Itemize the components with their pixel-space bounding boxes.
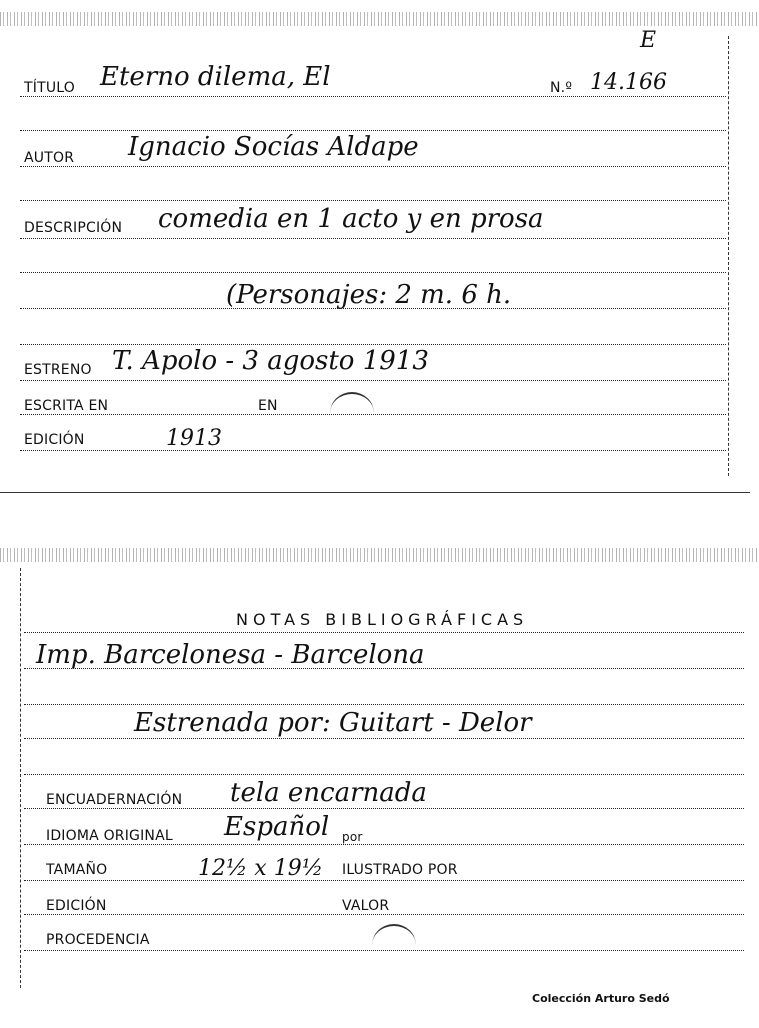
rule-8	[20, 344, 726, 345]
rule-9	[20, 380, 726, 381]
idioma-suffix: por	[342, 830, 363, 844]
encuadernacion-value: tela encarnada	[230, 778, 427, 808]
rule-4	[20, 200, 726, 201]
numero-value: 14.166	[590, 70, 667, 95]
numero-label: N.º	[550, 80, 573, 96]
corner-mark: E	[640, 28, 657, 53]
bottom-card-left-border	[20, 568, 22, 988]
autor-value: Ignacio Socías Aldape	[128, 132, 419, 162]
titulo-label: TÍTULO	[24, 80, 75, 96]
card-separator	[0, 492, 750, 493]
stamp-mark-2	[372, 924, 416, 966]
tamano-value: 12½ x 19½	[198, 856, 324, 881]
descripcion-value-2: (Personajes: 2 m. 6 h.	[226, 280, 512, 310]
rule-b8	[24, 880, 744, 881]
tamano-label: TAMAÑO	[46, 862, 108, 878]
rule-b5	[24, 774, 744, 775]
idioma-value: Español	[224, 812, 330, 842]
descripcion-label: DESCRIPCIÓN	[24, 220, 123, 236]
encuadernacion-label: ENCUADERNACIÓN	[46, 792, 183, 808]
bottom-card	[0, 540, 759, 1028]
rule-3	[20, 166, 726, 167]
bottom-card-edge-texture	[0, 548, 759, 562]
edicion-label: EDICIÓN	[24, 432, 85, 448]
rule-b4	[24, 738, 744, 739]
procedencia-label: PROCEDENCIA	[46, 932, 150, 948]
rule-11	[20, 450, 726, 451]
stamp-mark	[330, 392, 374, 434]
estreno-label: ESTRENO	[24, 362, 92, 378]
top-card	[0, 0, 759, 492]
edicion-b-label: EDICIÓN	[46, 898, 107, 914]
notas-heading: NOTAS BIBLIOGRÁFICAS	[236, 610, 529, 629]
rule-1	[20, 96, 726, 97]
idioma-label: IDIOMA ORIGINAL	[46, 828, 173, 844]
coleccion-credit: Colección Arturo Sedó	[532, 992, 670, 1005]
rule-6	[20, 272, 726, 273]
titulo-value: Eterno dilema, El	[100, 62, 331, 92]
rule-b3	[24, 704, 744, 705]
nota-2: Estrenada por: Guitart - Delor	[134, 708, 532, 738]
descripcion-value: comedia en 1 acto y en prosa	[158, 204, 544, 234]
escrita-en-label-2: EN	[258, 398, 278, 414]
ilustrado-label: ILUSTRADO POR	[342, 862, 458, 878]
top-card-edge-texture	[0, 12, 759, 26]
escrita-en-label: ESCRITA EN	[24, 398, 109, 414]
rule-b1	[24, 632, 744, 633]
top-card-right-border	[728, 36, 730, 476]
rule-b6	[24, 808, 744, 809]
valor-label: VALOR	[342, 898, 390, 914]
edicion-value: 1913	[166, 426, 222, 451]
rule-b9	[24, 914, 744, 915]
rule-2	[20, 130, 726, 131]
rule-5	[20, 238, 726, 239]
estreno-value: T. Apolo - 3 agosto 1913	[112, 346, 429, 376]
rule-b7	[24, 844, 744, 845]
nota-1: Imp. Barcelonesa - Barcelona	[36, 640, 425, 670]
autor-label: AUTOR	[24, 150, 75, 166]
